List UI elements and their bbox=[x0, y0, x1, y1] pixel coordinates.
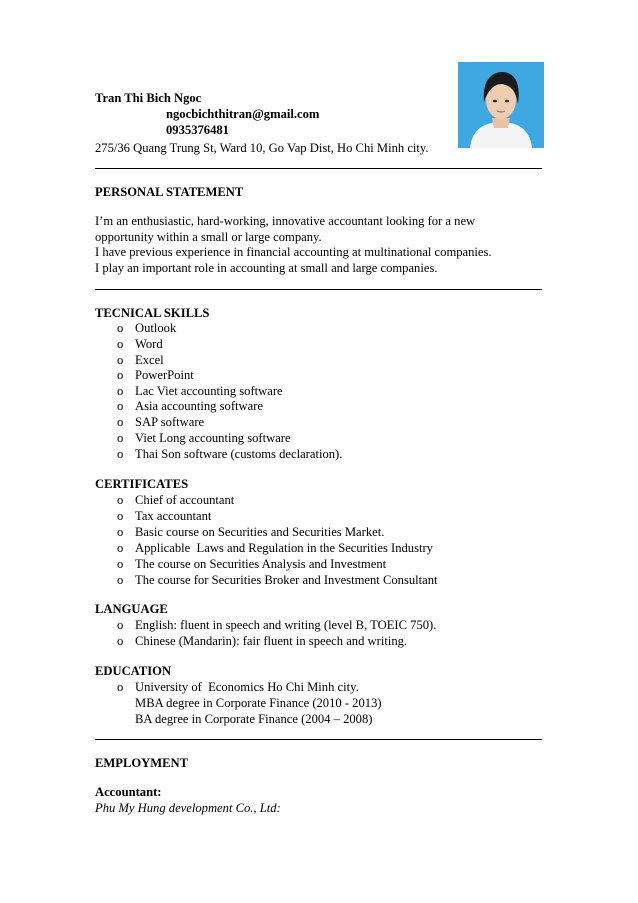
candidate-phone: 0935376481 bbox=[166, 123, 229, 137]
list-item: o English: fluent in speech and writing (level B, TOEIC 750). bbox=[117, 618, 437, 632]
statement-line: I have previous experience in financial accounting at multinational companies. bbox=[95, 245, 492, 259]
section-title-employment: EMPLOYMENT bbox=[95, 756, 189, 770]
education-degree: MBA degree in Corporate Finance (2010 - 2013) bbox=[135, 696, 382, 710]
list-item: o Applicable Laws and Regulation in the Securities Industry bbox=[117, 541, 433, 555]
list-item: o Outlook bbox=[117, 321, 177, 335]
section-title-certificates: CERTIFICATES bbox=[95, 477, 189, 491]
list-item: o Tax accountant bbox=[117, 509, 212, 523]
education-degree: BA degree in Corporate Finance (2004 – 2008) bbox=[135, 712, 373, 726]
list-item: o Basic course on Securities and Securities Market. bbox=[117, 525, 385, 539]
bullet-icon: o bbox=[117, 415, 124, 429]
section-title-language: LANGUAGE bbox=[95, 602, 168, 616]
list-item: o Chief of accountant bbox=[117, 493, 235, 507]
list-item: o Thai Son software (customs declaration). bbox=[117, 447, 343, 461]
divider bbox=[95, 289, 542, 290]
section-title-skills: TECNICAL SKILLS bbox=[95, 306, 210, 320]
bullet-icon: o bbox=[117, 509, 124, 523]
candidate-email: ngocbichthitran@gmail.com bbox=[166, 107, 320, 121]
section-title-personal-statement: PERSONAL STATEMENT bbox=[95, 185, 244, 199]
candidate-name: Tran Thi Bich Ngoc bbox=[95, 91, 202, 105]
employment-position: Accountant: bbox=[95, 785, 162, 799]
bullet-icon: o bbox=[117, 431, 124, 445]
section-title-education: EDUCATION bbox=[95, 664, 172, 678]
divider bbox=[95, 168, 542, 169]
bullet-icon: o bbox=[117, 321, 124, 335]
profile-photo bbox=[458, 62, 544, 148]
list-item: o PowerPoint bbox=[117, 368, 194, 382]
bullet-icon: o bbox=[117, 634, 124, 648]
statement-line: I’m an enthusiastic, hard-working, innovative accountant looking for a new bbox=[95, 214, 476, 228]
list-item: o Excel bbox=[117, 353, 164, 367]
statement-line: I play an important role in accounting at small and large companies. bbox=[95, 261, 438, 275]
person-photo-icon bbox=[458, 62, 544, 148]
bullet-icon: o bbox=[117, 573, 124, 587]
education-school: University of Economics Ho Chi Minh city. bbox=[135, 680, 359, 694]
bullet-icon: o bbox=[117, 557, 124, 571]
list-item: o SAP software bbox=[117, 415, 205, 429]
bullet-icon: o bbox=[117, 493, 124, 507]
list-item: o Asia accounting software bbox=[117, 399, 263, 413]
list-item: o The course for Securities Broker and Investment Consultant bbox=[117, 573, 438, 587]
list-item: o Chinese (Mandarin): fair fluent in speech and writing. bbox=[117, 634, 408, 648]
candidate-address: 275/36 Quang Trung St, Ward 10, Go Vap Dist, Ho Chi Minh city. bbox=[95, 141, 429, 155]
list-item: o Viet Long accounting software bbox=[117, 431, 291, 445]
bullet-icon: o bbox=[117, 541, 124, 555]
bullet-icon: o bbox=[117, 368, 124, 382]
bullet-icon: o bbox=[117, 399, 124, 413]
list-item: o The course on Securities Analysis and Investment bbox=[117, 557, 387, 571]
bullet-icon: o bbox=[117, 384, 124, 398]
bullet-icon: o bbox=[117, 618, 124, 632]
bullet-icon: o bbox=[117, 337, 124, 351]
list-item: o Word bbox=[117, 337, 163, 351]
list-item: o Lac Viet accounting software bbox=[117, 384, 283, 398]
divider bbox=[95, 739, 542, 740]
bullet-icon: o bbox=[117, 680, 124, 694]
statement-line: opportunity within a small or large company. bbox=[95, 230, 322, 244]
bullet-icon: o bbox=[117, 353, 124, 367]
bullet-icon: o bbox=[117, 525, 124, 539]
list-item bbox=[117, 679, 359, 695]
bullet-icon: o bbox=[117, 447, 124, 461]
employment-company: Phu My Hung development Co., Ltd: bbox=[95, 801, 281, 815]
